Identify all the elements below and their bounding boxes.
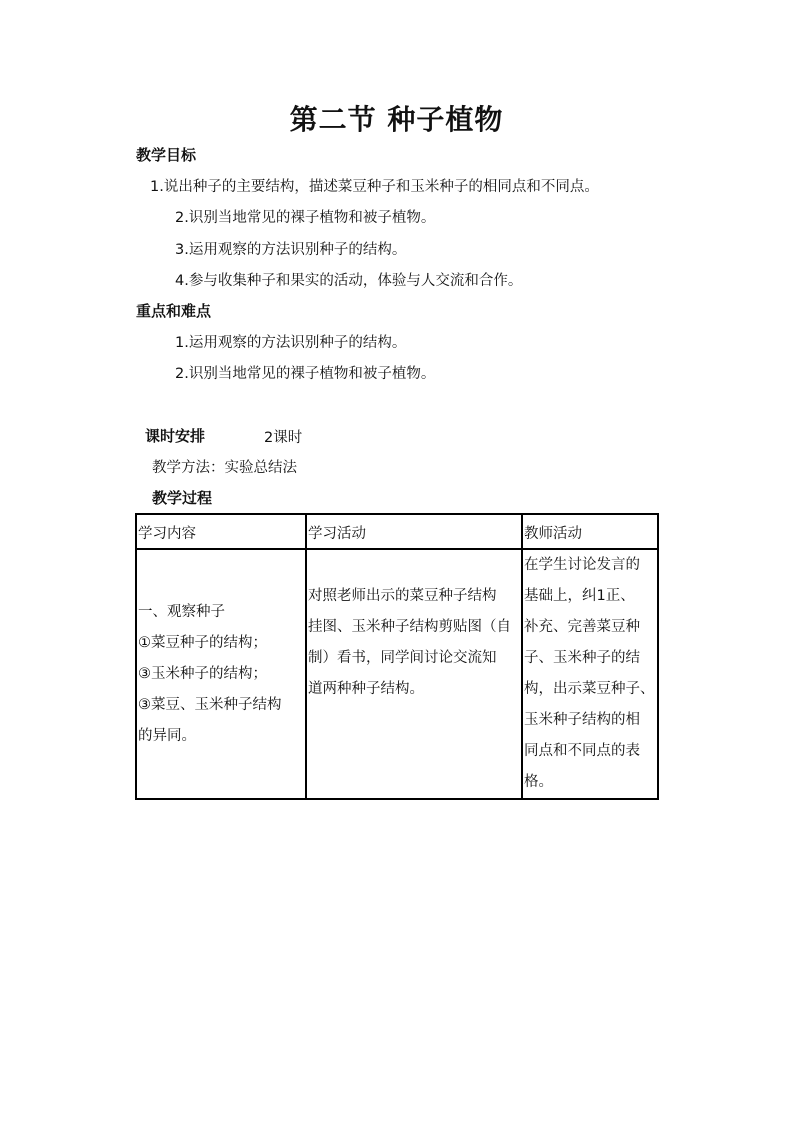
cell-line: 构，出示菜豆种子、 xyxy=(524,681,655,697)
cell-line: 对照老师出示的菜豆种子结构 xyxy=(308,588,497,604)
cell-line: 基础上，纠1正、 xyxy=(524,588,635,604)
content-cell xyxy=(138,597,282,752)
teacher-cell xyxy=(524,550,655,798)
cell-line: 补充、完善菜豆种 xyxy=(524,619,640,635)
table-header: 教师活动 xyxy=(524,526,582,542)
objective-item: 4.参与收集种子和果实的活动，体验与人交流和合作。 xyxy=(175,273,523,289)
teaching-process-table xyxy=(135,513,659,800)
cell-line: 格。 xyxy=(524,774,553,790)
key-point-item: 2.识别当地常见的裸子植物和被子植物。 xyxy=(175,366,436,382)
table-divider xyxy=(521,515,523,798)
cell-line: 同点和不同点的表 xyxy=(524,743,640,759)
cell-line: 在学生讨论发言的 xyxy=(524,557,640,573)
table-divider xyxy=(305,515,307,798)
table-header: 学习内容 xyxy=(138,526,196,542)
cell-line: ①菜豆种子的结构； xyxy=(138,635,267,651)
objective-item: 3.运用观察的方法识别种子的结构。 xyxy=(175,242,407,258)
activity-cell xyxy=(308,581,511,705)
cell-line: 子、玉米种子的结 xyxy=(524,650,640,666)
cell-line: 道两种种子结构。 xyxy=(308,681,424,697)
table-header: 学习活动 xyxy=(308,526,366,542)
process-heading: 教学过程 xyxy=(152,489,213,507)
cell-line: 的异同。 xyxy=(138,728,196,744)
method-line: 教学方法：实验总结法 xyxy=(152,460,297,476)
key-point-item: 1.运用观察的方法识别种子的结构。 xyxy=(175,335,407,351)
cell-line: 挂图、玉米种子结构剪贴图（自 xyxy=(308,619,511,635)
cell-line: ③玉米种子的结构； xyxy=(138,666,267,682)
page-title: 第二节 种子植物 xyxy=(289,103,504,136)
objective-item: 1.说出种子的主要结构，描述菜豆种子和玉米种子的相同点和不同点。 xyxy=(150,179,599,195)
cell-line: ③菜豆、玉米种子结构 xyxy=(138,697,282,713)
schedule-value: 2课时 xyxy=(264,430,303,446)
objectives-heading: 教学目标 xyxy=(136,146,197,164)
cell-line: 玉米种子结构的相 xyxy=(524,712,640,728)
objective-item: 2.识别当地常见的裸子植物和被子植物。 xyxy=(175,210,436,226)
schedule-label: 课时安排 xyxy=(145,427,206,445)
cell-line: 一、观察种子 xyxy=(138,604,225,620)
cell-line: 制）看书，同学间讨论交流知 xyxy=(308,650,497,666)
key-points-heading: 重点和难点 xyxy=(136,302,212,320)
